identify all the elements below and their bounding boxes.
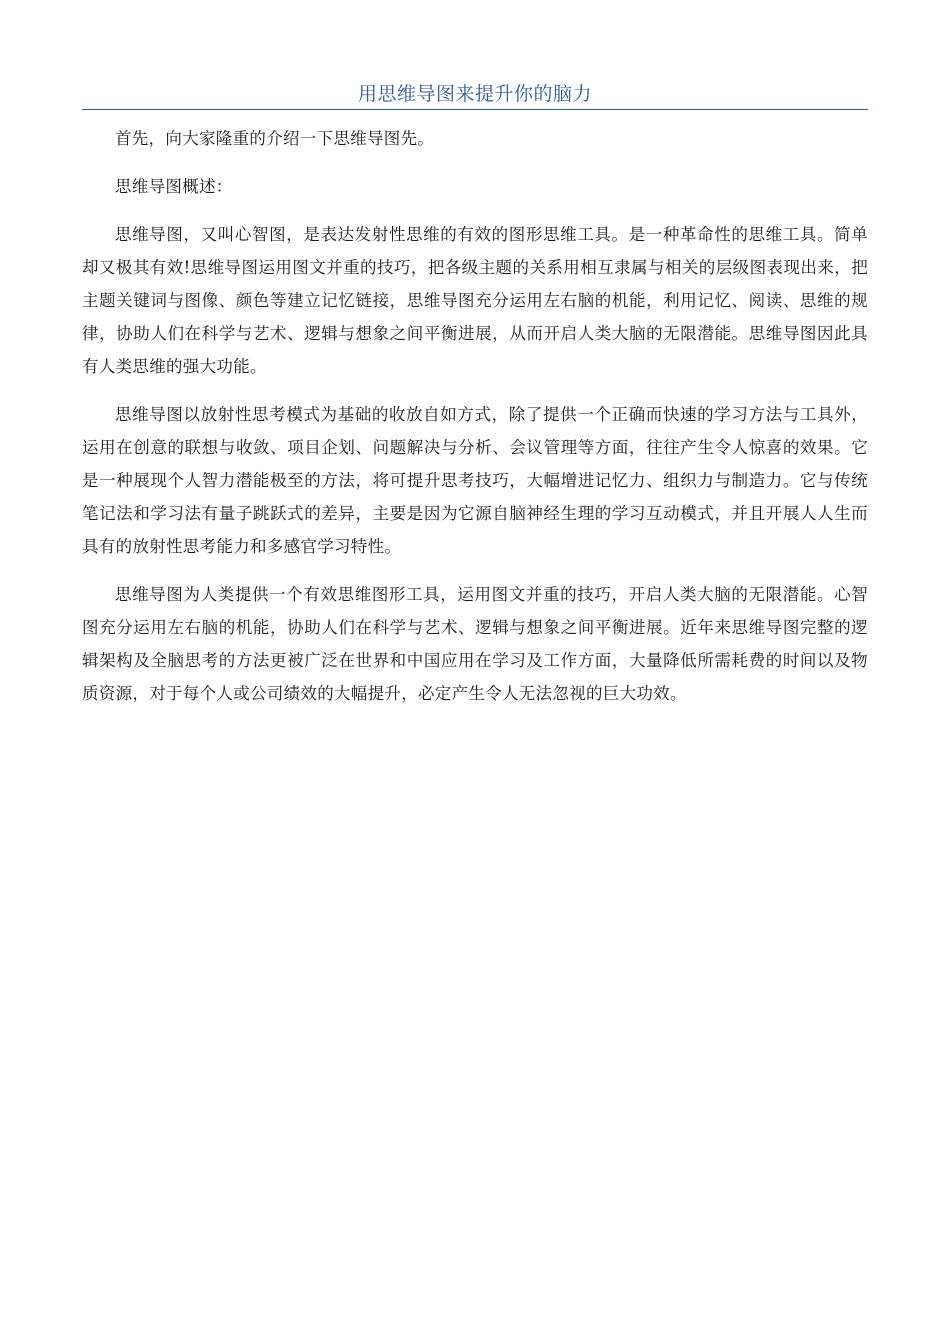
page-header-title: 用思维导图来提升你的脑力 — [82, 80, 868, 110]
body-paragraph-3: 思维导图为人类提供一个有效思维图形工具，运用图文并重的技巧，开启人类大脑的无限潜能。心智图充分运用左右脑的机能，协助人们在科学与艺术、逻辑与想象之间平衡进展。近年来思维导图完整的逻辑架构及全脑思考的方法更被广泛在世界和中国应用在学习及工作方面，大量降低所需耗费的时间以及物质资源，对于每个人或公司绩效的大幅提升，必定产生令人无法忽视的巨大功效。 — [82, 585, 868, 703]
document-page — [82, 80, 868, 725]
body-paragraph-2: 思维导图以放射性思考模式为基础的收放自如方式，除了提供一个正确而快速的学习方法与工具外，运用在创意的联想与收敛、项目企划、问题解决与分析、会议管理等方面，往往产生令人惊喜的效果。它是一种展现个人智力潜能极至的方法，将可提升思考技巧，大幅增进记忆力、组织力与制造力。它与传统笔记法和学习法有量子跳跃式的差异，主要是因为它源自脑神经生理的学习互动模式，并且开展人人生而具有的放射性思考能力和多感官学习特性。 — [82, 405, 868, 556]
document-body — [82, 122, 868, 710]
intro-paragraph: 首先，向大家隆重的介绍一下思维导图先。 — [115, 129, 435, 148]
section-heading: 思维导图概述： — [115, 177, 233, 196]
body-paragraph-1: 思维导图，又叫心智图，是表达发射性思维的有效的图形思维工具。是一种革命性的思维工具。简单却又极其有效!思维导图运用图文并重的技巧，把各级主题的关系用相互隶属与相关的层级图表现出来，把主题关键词与图像、颜色等建立记忆链接，思维导图充分运用左右脑的机能，利用记忆、阅读、思维的规律，协助人们在科学与艺术、逻辑与想象之间平衡进展，从而开启人类大脑的无限潜能。思维导图因此具有人类思维的强大功能。 — [82, 225, 868, 376]
